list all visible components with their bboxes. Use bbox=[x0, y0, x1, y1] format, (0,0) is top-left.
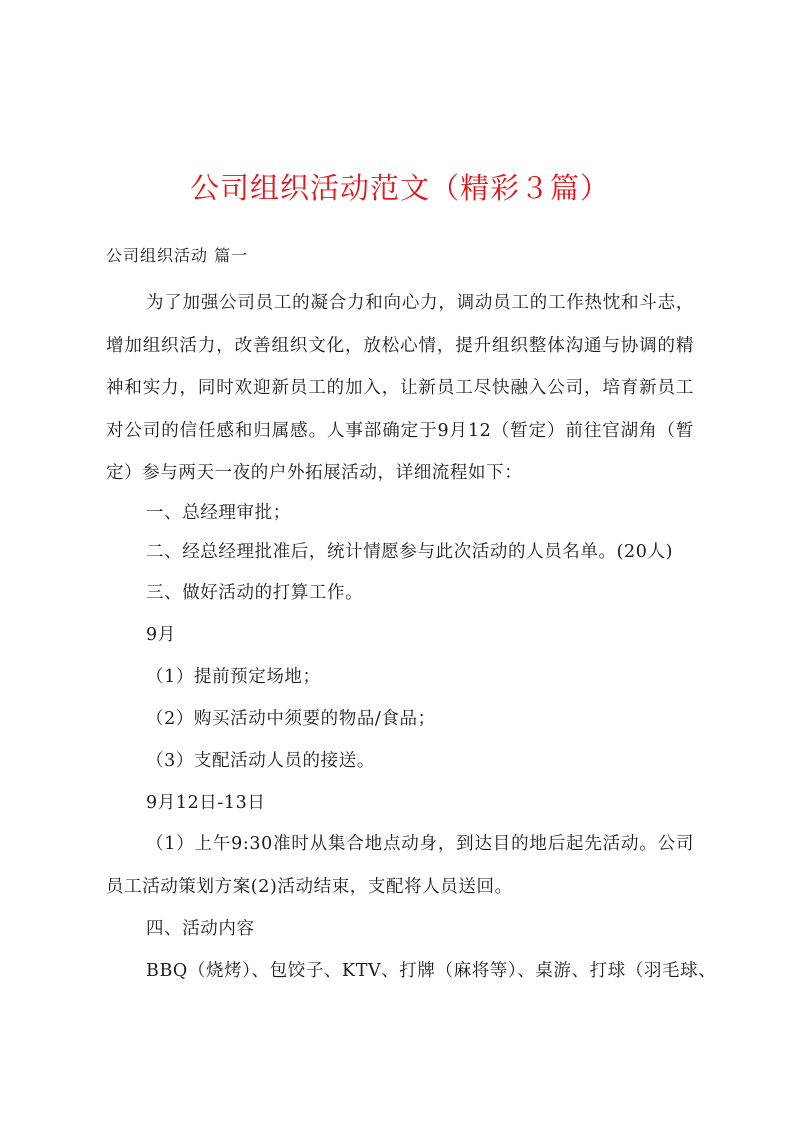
step-4: 四、活动内容 bbox=[146, 919, 255, 939]
schedule-paragraph: （1）上午9:30准时从集合地点动身，到达目的地后起先活动。公司员工活动策划方案(2)活动结束，支配将人员送回。 bbox=[106, 834, 694, 897]
section-heading: 公司组织活动 篇一 bbox=[106, 246, 249, 265]
document-title: 公司组织活动范文（精彩３篇） bbox=[189, 171, 610, 205]
month-label: 9月 bbox=[146, 625, 176, 645]
intro-paragraph: 为了加强公司员工的凝合力和向心力，调动员工的工作热忱和斗志，增加组织活力，改善组织文化，放松心情，提升组织整体沟通与协调的精神和实力，同时欢迎新员工的加入，让新员工尽快融入公司，培育新员工对公司的信任感和归属感。人事部确定于9月12（暂定）前往官湖角（暂定）参与两天一夜的户外拓展活动，详细流程如下： bbox=[106, 293, 694, 483]
step-3: 三、做好活动的打算工作。 bbox=[146, 583, 364, 603]
activities-line: BBQ（烧烤）、包饺子、KTV、打牌（麻将等）、桌游、打球（羽毛球、 bbox=[146, 961, 717, 981]
prep-item-1: （1）提前预定场地； bbox=[146, 667, 321, 687]
date-range: 9月12日-13日 bbox=[146, 793, 266, 813]
prep-item-2: （2）购买活动中须要的物品/食品； bbox=[146, 709, 436, 729]
prep-item-3: （3）支配活动人员的接送。 bbox=[146, 751, 375, 771]
step-1: 一、总经理审批； bbox=[146, 503, 291, 523]
step-2: 二、经总经理批准后，统计情愿参与此次活动的人员名单。(20人) bbox=[146, 542, 674, 562]
